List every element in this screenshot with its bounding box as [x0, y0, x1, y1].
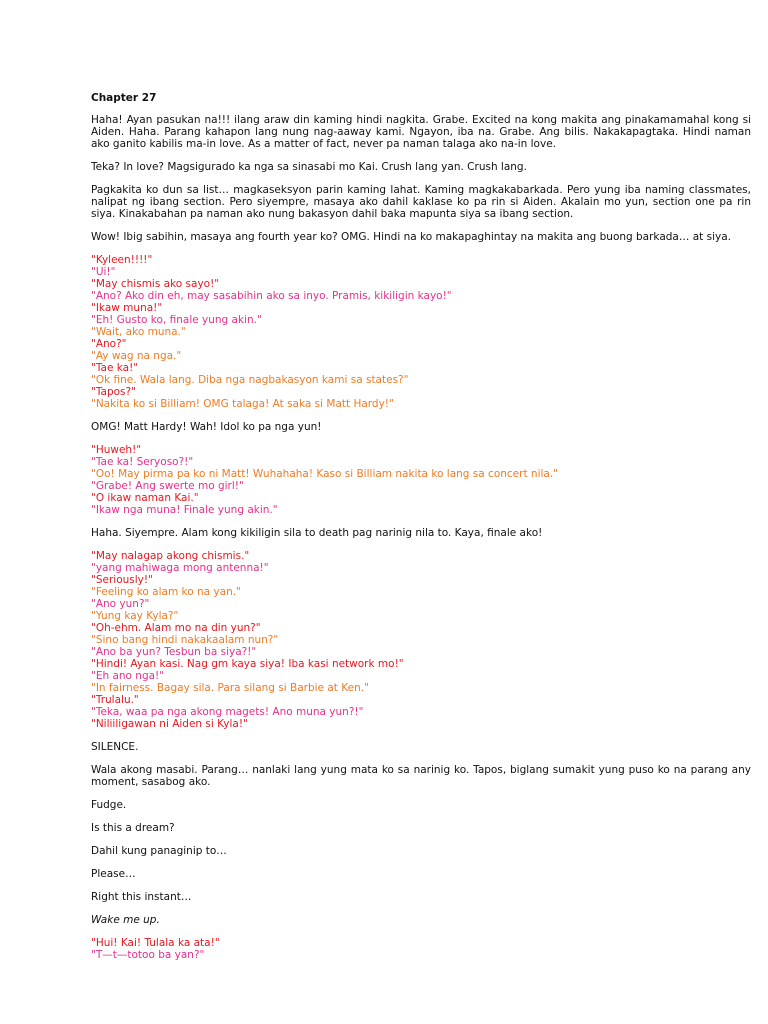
dialogue-line: "In fairness. Bagay sila. Para silang si Barbie at Ken." [91, 682, 369, 694]
narration-paragraph: Fudge. [91, 799, 127, 811]
dialogue-line: "yang mahiwaga mong antenna!" [91, 562, 269, 574]
dialogue-block [91, 550, 751, 730]
dialogue-line: "Trulalu." [91, 694, 139, 706]
dialogue-line: "Oo! May pirma pa ko ni Matt! Wuhahaha! Kaso si Billiam nakita ko lang sa concert nila." [91, 468, 558, 480]
dialogue-line: "Tapos?" [91, 386, 136, 398]
dialogue-line: "Huweh!" [91, 444, 142, 456]
story-text [91, 114, 751, 961]
narration-paragraph: Haha! Ayan pasukan na!!! ilang araw din kaming hindi nagkita. Grabe. Excited na kong makita ang pinakamamahal kong si Aiden. Haha. Parang kahapon lang nung nag-aaway kami. Ngayon, iba na. Grabe. Ang bilis. Nakakapagtaka. Hindi naman ako ganito kabilis ma-in love. As a matter of fact, never pa naman talaga ako na-in love. [91, 114, 751, 150]
dialogue-block [91, 254, 751, 410]
narration-paragraph: Teka? In love? Magsigurado ka nga sa sinasabi mo Kai. Crush lang yan. Crush lang. [91, 161, 527, 173]
dialogue-line: "May chismis ako sayo!" [91, 278, 220, 290]
dialogue-line: "Tae ka!" [91, 362, 139, 374]
dialogue-line: "Ay wag na nga." [91, 350, 182, 362]
chapter-title: Chapter 27 [91, 92, 157, 104]
dialogue-line: "Tae ka! Seryoso?!" [91, 456, 194, 468]
narration-paragraph: Pagkakita ko dun sa list… magkaseksyon parin kaming lahat. Kaming magkakabarkada. Pero yung iba naming classmates, nalipat ng ibang section. Pero siyempre, masaya ako dahil kaklase ko pa rin si Aiden. Akalain mo yun, section one pa rin siya. Kinakabahan pa naman ako nung bakasyon dahil baka mapunta siya sa ibang section. [91, 184, 751, 220]
dialogue-block [91, 444, 751, 516]
dialogue-line: "Feeling ko alam ko na yan." [91, 586, 241, 598]
document-body [91, 92, 751, 972]
dialogue-line: "Yung kay Kyla?" [91, 610, 179, 622]
dialogue-line: "Ano? Ako din eh, may sasabihin ako sa inyo. Pramis, kikiligin kayo!" [91, 290, 452, 302]
dialogue-line: "Ano?" [91, 338, 127, 350]
narration-paragraph: Dahil kung panaginip to… [91, 845, 227, 857]
dialogue-line: "Oh-ehm. Alam mo na din yun?" [91, 622, 261, 634]
dialogue-line: "Kyleen!!!!" [91, 254, 153, 266]
dialogue-line: "Nakita ko si Billiam! OMG talaga! At saka si Matt Hardy!" [91, 398, 394, 410]
narration-paragraph: Wow! Ibig sabihin, masaya ang fourth year ko? OMG. Hindi na ko makapaghintay na makita ang buong barkada… at siya. [91, 231, 731, 243]
dialogue-line: "Eh ano nga!" [91, 670, 165, 682]
dialogue-line: "Hindi! Ayan kasi. Nag gm kaya siya! Iba kasi network mo!" [91, 658, 404, 670]
narration-paragraph: Please… [91, 868, 136, 880]
dialogue-line: "Ui!" [91, 266, 116, 278]
dialogue-line: "Ikaw nga muna! Finale yung akin." [91, 504, 278, 516]
dialogue-line: "May nalagap akong chismis." [91, 550, 250, 562]
dialogue-line: "Grabe! Ang swerte mo girl!" [91, 480, 244, 492]
dialogue-line: "Teka, waa pa nga akong magets! Ano muna yun?!" [91, 706, 364, 718]
dialogue-line: "T—t—totoo ba yan?" [91, 949, 205, 961]
dialogue-line: "Ok fine. Wala lang. Diba nga nagbakasyon kami sa states?" [91, 374, 409, 386]
dialogue-line: "Ano yun?" [91, 598, 150, 610]
dialogue-line: "O ikaw naman Kai." [91, 492, 199, 504]
narration-paragraph: SILENCE. [91, 741, 139, 753]
narration-paragraph: Haha. Siyempre. Alam kong kikiligin sila to death pag narinig nila to. Kaya, finale ako! [91, 527, 543, 539]
dialogue-block [91, 937, 751, 961]
narration-paragraph: Right this instant… [91, 891, 192, 903]
dialogue-line: "Seriously!" [91, 574, 153, 586]
dialogue-line: "Wait, ako muna." [91, 326, 186, 338]
narration-paragraph: Wake me up. [91, 914, 160, 926]
dialogue-line: "Hui! Kai! Tulala ka ata!" [91, 937, 220, 949]
dialogue-line: "Niliiligawan ni Aiden si Kyla!" [91, 718, 248, 730]
dialogue-line: "Ano ba yun? Tesbun ba siya?!" [91, 646, 257, 658]
narration-paragraph: Is this a dream? [91, 822, 175, 834]
dialogue-line: "Sino bang hindi nakakaalam nun?" [91, 634, 279, 646]
dialogue-line: "Eh! Gusto ko, finale yung akin." [91, 314, 262, 326]
dialogue-line: "Ikaw muna!" [91, 302, 163, 314]
narration-paragraph: OMG! Matt Hardy! Wah! Idol ko pa nga yun! [91, 421, 322, 433]
narration-paragraph: Wala akong masabi. Parang… nanlaki lang yung mata ko sa narinig ko. Tapos, biglang sumakit yung puso ko na parang any moment, sasabog ako. [91, 764, 751, 788]
